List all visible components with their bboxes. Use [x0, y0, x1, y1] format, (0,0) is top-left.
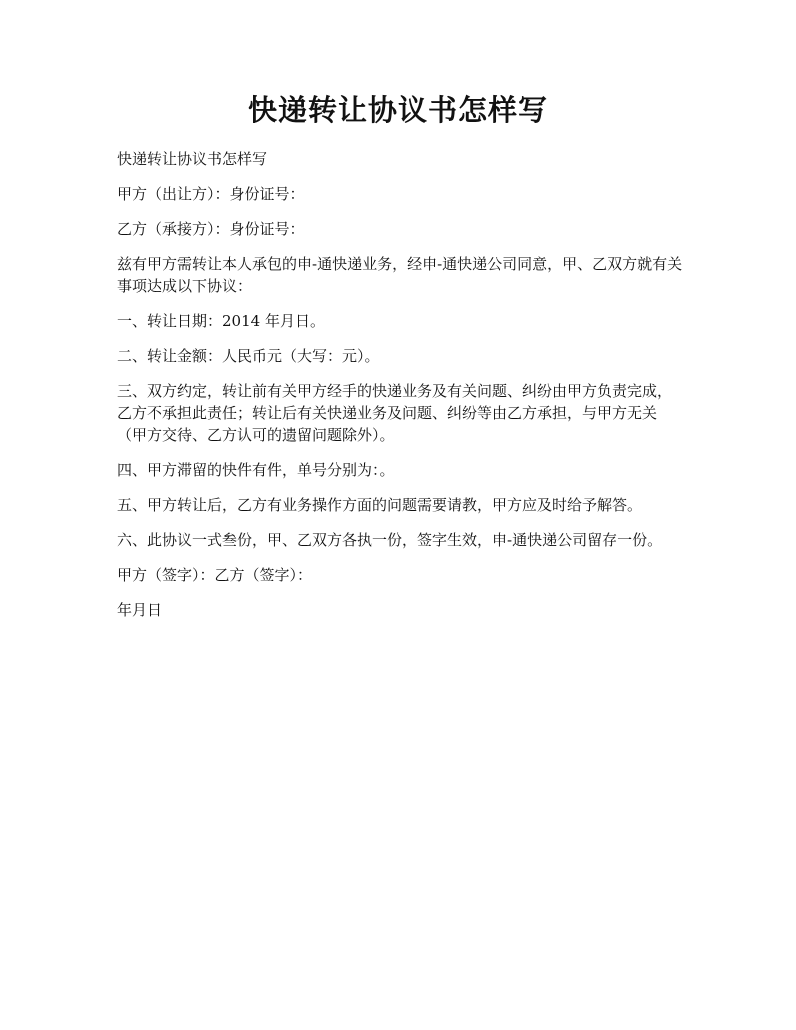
- clause-1-transfer-date: 一、转让日期：2014 年月日。: [117, 312, 325, 330]
- clause-6-copies: 六、此协议一式叁份，甲、乙双方各执一份，签字生效，申-通快递公司留存一份。: [117, 531, 663, 549]
- clause-2-transfer-amount: 二、转让金额：人民币元（大写：元）。: [117, 347, 380, 365]
- subtitle-line: 快递转让协议书怎样写: [117, 150, 268, 168]
- preamble-paragraph: 兹有甲方需转让本人承包的申-通快递业务，经申-通快递公司同意，甲、乙双方就有关事项达成以下协议：: [117, 255, 683, 295]
- document-title: 快递转让协议书怎样写: [247, 93, 548, 127]
- document-body: [117, 148, 683, 634]
- signature-line: 甲方（签字）：乙方（签字）：: [117, 566, 313, 584]
- date-line: 年月日: [117, 601, 163, 619]
- party-b-line: 乙方（承接方）：身份证号：: [117, 220, 305, 238]
- clause-3-responsibilities: 三、双方约定，转让前有关甲方经手的快递业务及有关问题、纠纷由甲方负责完成，乙方不承担此责任；转让后有关快递业务及问题、纠纷等由乙方承担，与甲方无关（甲方交待、乙方认可的遗留问题除外）。: [117, 382, 673, 444]
- clause-5-support: 五、甲方转让后，乙方有业务操作方面的问题需要请教，甲方应及时给予解答。: [117, 496, 643, 514]
- party-a-line: 甲方（出让方）：身份证号：: [117, 185, 305, 203]
- clause-4-pending-parcels: 四、甲方滞留的快件有件，单号分别为：。: [117, 461, 395, 479]
